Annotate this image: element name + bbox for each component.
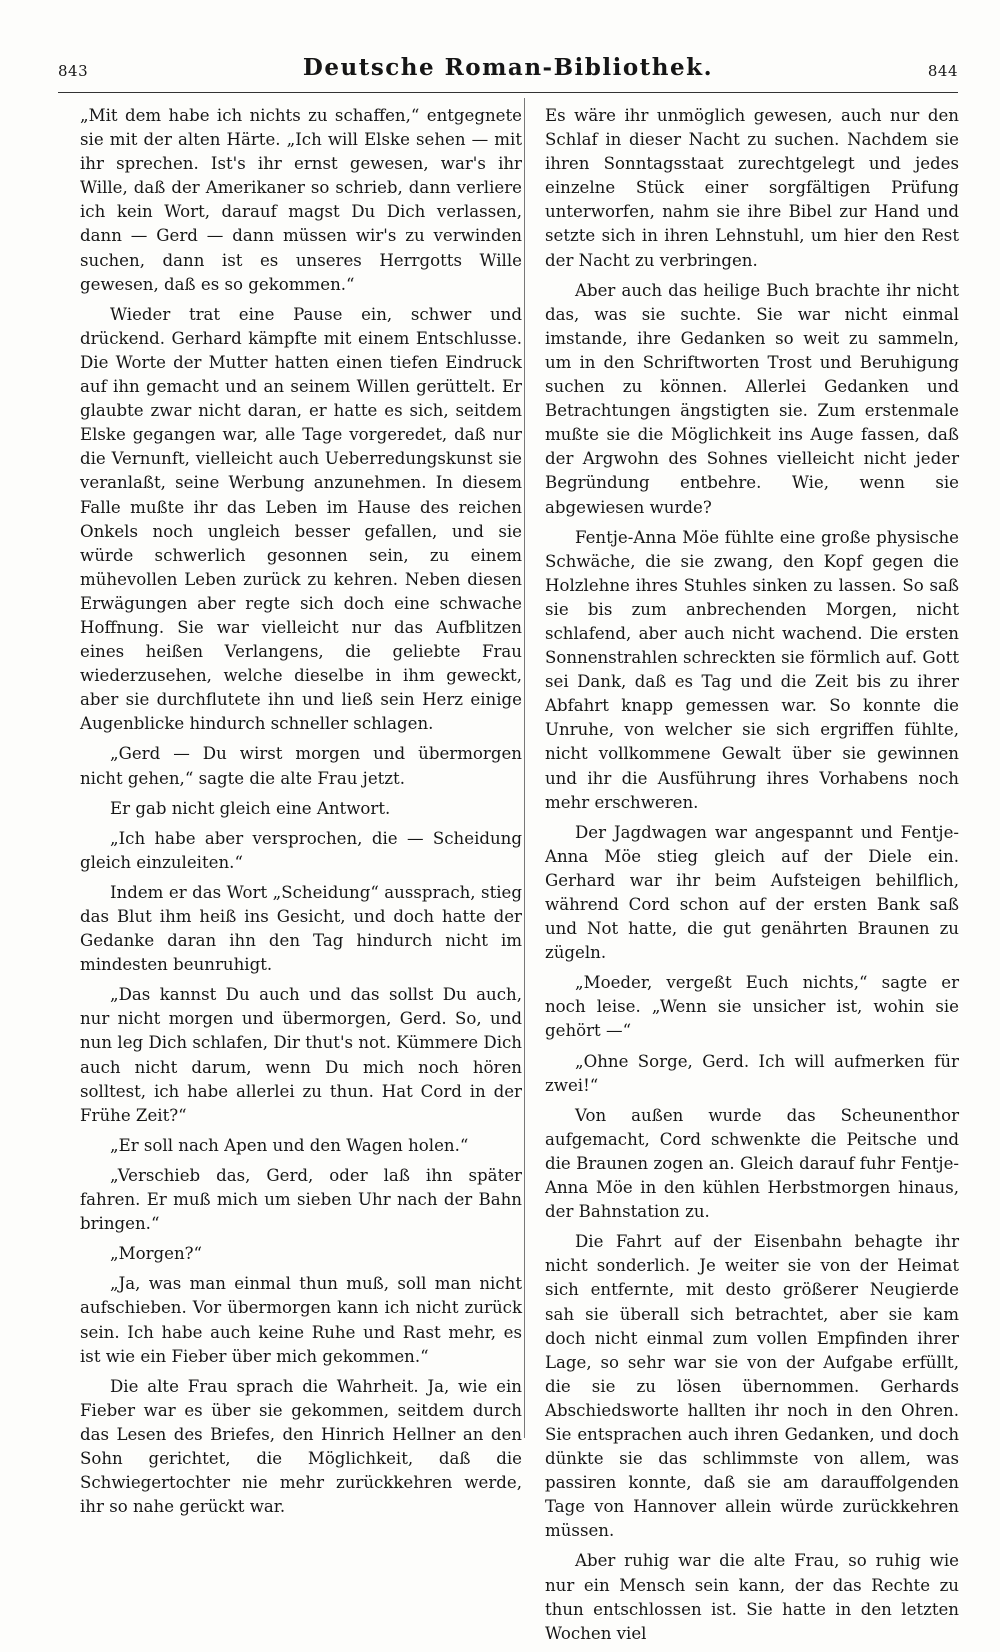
paragraph: „Ohne Sorge, Gerd. Ich will aufmerken für zwei!“ bbox=[545, 1051, 959, 1095]
paragraph: „Er soll nach Apen und den Wagen holen.“ bbox=[110, 1135, 469, 1155]
paragraph: „Moeder, vergeßt Euch nichts,“ sagte er noch leise. „Wenn sie unsicher ist, wohin sie gehört —“ bbox=[545, 973, 959, 1041]
page-header bbox=[58, 54, 958, 90]
paragraph: „Verschieb das, Gerd, oder laß ihn später fahren. Er muß mich um sieben Uhr nach der Bahn bringen.“ bbox=[80, 1165, 522, 1234]
paragraph: Die alte Frau sprach die Wahrheit. Ja, wie ein Fieber war es über sie gekommen, seitdem durch das Lesen des Briefes, den Hinrich Hellner an den Sohn gerichtet, die Möglichkeit, daß die Schwiegertochter nie mehr zurückkehren werde, ihr so nahe gerückt war. bbox=[80, 1376, 522, 1517]
paragraph: Fentje-Anna Möe fühlte eine große physische Schwäche, die sie zwang, den Kopf gegen die Holzlehne ihres Stuhles sinken zu lassen. So saß sie bis zum anbrechenden Morgen, nicht schlafend, aber auch nicht wachend. Die ersten Sonnenstrahlen schreckten sie förmlich auf. Gott sei Dank, daß es Tag und die Zeit bis zu ihrer Abfahrt knapp gemessen war. So konnte die Unruhe, von welcher sie sich ergriffen fühlte, nicht vollkommene Gewalt über sie gewinnen und ihr die Ausführung ihres Vorhabens noch mehr erschweren. bbox=[545, 527, 959, 812]
paragraph: Indem er das Wort „Scheidung“ aussprach, stieg das Blut ihm heiß ins Gesicht, und doch hatte der Gedanke daran ihn den Tag hindurch nicht im mindesten beunruhigt. bbox=[80, 882, 522, 975]
left-column bbox=[80, 104, 522, 1525]
header-rule bbox=[58, 92, 958, 93]
paragraph: „Gerd — Du wirst morgen und übermorgen nicht gehen,“ sagte die alte Frau jetzt. bbox=[80, 744, 522, 788]
paragraph: „Mit dem habe ich nichts zu schaffen,“ entgegnete sie mit der alten Härte. „Ich will Elske sehen — mit ihr sprechen. Ist's ihr ernst gewesen, war's ihr Wille, daß der Amerikaner so schrieb, dann verliere ich kein Wort, darauf magst Du Dich verlassen, dann — Gerd — dann müssen wir's zu verwinden suchen, dann ist es unseres Herrgotts Wille gewesen, daß es so gekommen.“ bbox=[80, 106, 522, 294]
paragraph: „Morgen?“ bbox=[110, 1244, 203, 1264]
running-title: Deutsche Roman-Bibliothek. bbox=[302, 54, 714, 81]
paragraph: „Ich habe aber versprochen, die — Scheidung gleich einzuleiten.“ bbox=[80, 828, 522, 872]
paragraph: „Ja, was man einmal thun muß, soll man nicht aufschieben. Vor übermorgen kann ich nicht zurück sein. Ich habe auch keine Ruhe und Rast mehr, es ist wie ein Fieber über mich gekommen.“ bbox=[80, 1274, 522, 1366]
paragraph: Der Jagdwagen war angespannt und Fentje-Anna Möe stieg gleich auf der Diele ein. Gerhard war ihr beim Aufsteigen behilflich, während Cord schon auf der ersten Bank saß und Not hatte, die gut genährten Braunen zu zügeln. bbox=[545, 822, 959, 963]
page-number-right: 844 bbox=[927, 62, 958, 80]
page-number-left: 843 bbox=[58, 62, 89, 80]
paragraph: Wieder trat eine Pause ein, schwer und drückend. Gerhard kämpfte mit einem Entschlusse. Die Worte der Mutter hatten einen tiefen Eindruck auf ihn gemacht und an seinem Willen gerüttelt. Er glaubte zwar nicht daran, er hatte es sich, seitdem Elske gegangen war, alle Tage vorgeredet, daß nur die Vernunft, vielleicht auch Ueberredungskunst sie veranlaßt, seine Werbung anzunehmen. In diesem Falle mußte ihr das Leben im Hause des reichen Onkels noch ungleich besser gefallen, und sie würde schwerlich gesonnen sein, zu einem mühevollen Leben zurück zu kehren. Neben diesen Erwägungen aber regte sich doch eine schwache Hoffnung. Sie war vielleicht nur das Aufblitzen eines heißen Verlangens, die geliebte Frau wiederzusehen, welche dieselbe in ihm geweckt, aber sie durchflutete ihn und ließ sein Herz einige Augenblicke hindurch schneller schlagen. bbox=[80, 304, 522, 734]
right-column bbox=[545, 104, 959, 1652]
paragraph: Aber auch das heilige Buch brachte ihr nicht das, was sie suchte. Sie war nicht einmal imstande, ihre Gedanken so weit zu sammeln, um in den Schriftworten Trost und Beruhigung suchen zu können. Allerlei Gedanken und Betrachtungen ängstigten sie. Zum erstenmale mußte sie die Möglichkeit ins Auge fassen, daß der Argwohn des Sohnes vielleicht nicht jeder Begründung entbehre. Wie, wenn sie abgewiesen wurde? bbox=[545, 280, 959, 517]
column-divider bbox=[524, 98, 525, 1438]
paragraph: Aber ruhig war die alte Frau, so ruhig wie nur ein Mensch sein kann, der das Rechte zu thun entschlossen ist. Sie hatte in den letzten Wochen viel bbox=[545, 1551, 959, 1643]
paragraph: „Das kannst Du auch und das sollst Du auch, nur nicht morgen und übermorgen, Gerd. So, und nun leg Dich schlafen, Dir thut's not. Kümmere Dich auch nicht darum, wenn Du mich noch hören solltest, ich habe allerlei zu thun. Hat Cord in der Frühe Zeit?“ bbox=[80, 985, 522, 1125]
paragraph: Die Fahrt auf der Eisenbahn behagte ihr nicht sonderlich. Je weiter sie von der Heimat sich entfernte, mit desto größerer Neugierde sah sie überall sich betrachtet, aber sie kam doch nicht einmal zum vollen Empfinden ihrer Lage, so sehr war sie von der Aufgabe erfüllt, die sie zu lösen übernommen. Gerhards Abschiedsworte hallten ihr noch in den Ohren. Sie entsprachen auch ihren Gedanken, und doch dünkte sie das schlimmste von allem, was passiren konnte, daß sie am darauffolgenden Tage von Hannover allein würde zurückkehren müssen. bbox=[545, 1232, 959, 1541]
paragraph: Es wäre ihr unmöglich gewesen, auch nur den Schlaf in dieser Nacht zu suchen. Nachdem sie ihren Sonntagsstaat zurechtgelegt und jedes einzelne Stück einer sorgfältigen Prüfung unterworfen, nahm sie ihre Bibel zur Hand und setzte sich in ihren Lehnstuhl, um hier den Rest der Nacht zu verbringen. bbox=[545, 106, 959, 270]
paragraph: Von außen wurde das Scheunenthor aufgemacht, Cord schwenkte die Peitsche und die Braunen zogen an. Gleich darauf fuhr Fentje-Anna Möe in den kühlen Herbstmorgen hinaus, der Bahnstation zu. bbox=[545, 1105, 959, 1222]
paragraph: Er gab nicht gleich eine Antwort. bbox=[110, 798, 391, 818]
